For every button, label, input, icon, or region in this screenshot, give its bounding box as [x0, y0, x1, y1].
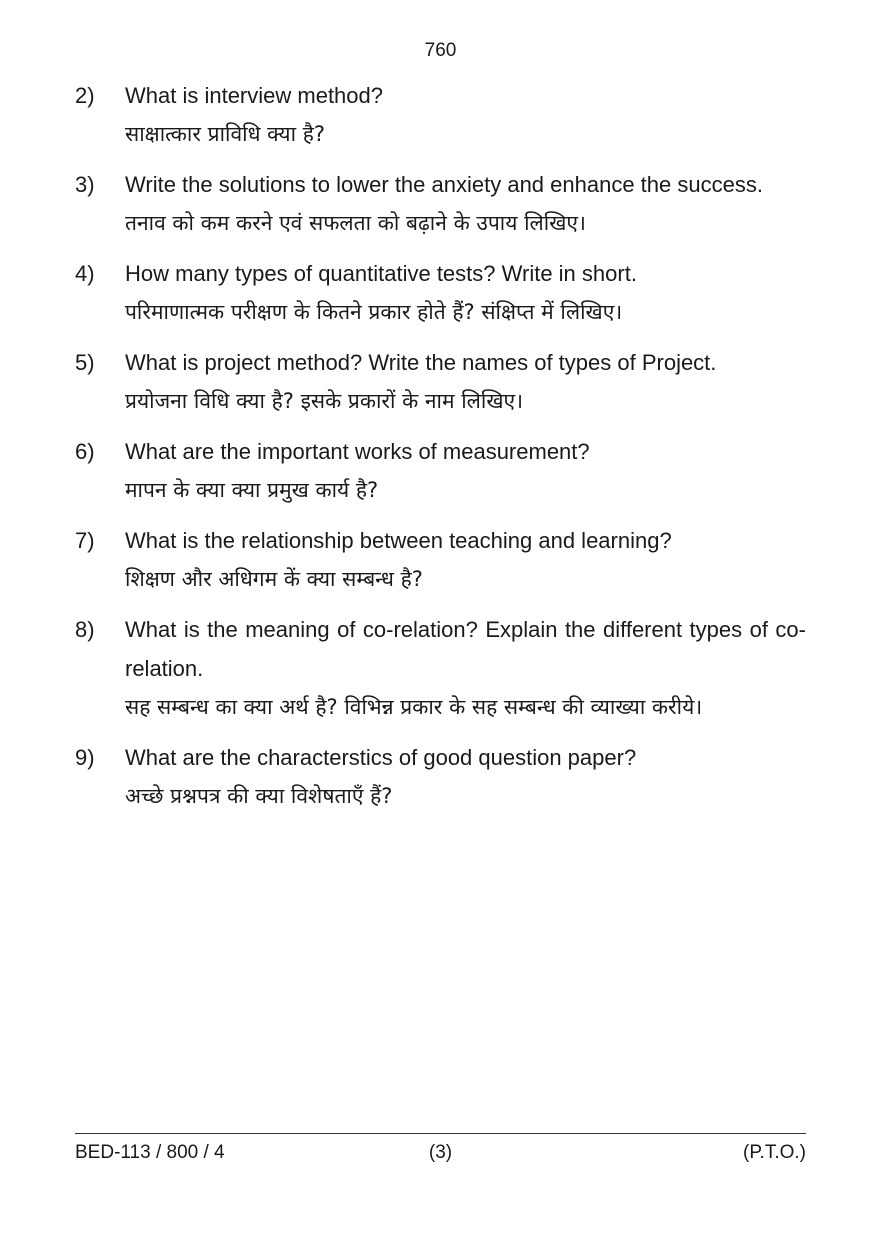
question-item: [75, 521, 806, 599]
question-english: What are the characterstics of good question paper?: [125, 745, 637, 770]
question-hindi: मापन के क्या क्या प्रमुख कार्य है?: [125, 478, 379, 502]
question-body: [125, 432, 806, 510]
question-number: 9): [75, 745, 95, 770]
question-hindi: अच्छे प्रश्नपत्र की क्या विशेषताएँ हैं?: [125, 784, 393, 808]
question-item: [75, 165, 806, 243]
question-item: [75, 254, 806, 332]
question-body: [125, 343, 806, 421]
question-hindi: शिक्षण और अधिगम कें क्या सम्बन्ध है?: [125, 567, 423, 591]
question-english: What is project method? Write the names of types of Project.: [125, 350, 717, 375]
question-item: [75, 738, 806, 816]
question-number: 2): [75, 83, 95, 108]
question-body: [125, 165, 806, 243]
question-number: 8): [75, 617, 95, 642]
question-body: [125, 610, 806, 727]
question-number: 3): [75, 172, 95, 197]
question-hindi: परिमाणात्मक परीक्षण के कितने प्रकार होते हैं? संक्षिप्त में लिखिए।: [125, 300, 623, 324]
question-english: What are the important works of measurement?: [125, 439, 590, 464]
footer-paper-code: BED-113 / 800 / 4: [75, 1142, 225, 1163]
question-number: 7): [75, 528, 95, 553]
question-english: Write the solutions to lower the anxiety and enhance the success.: [125, 172, 763, 197]
question-item: [75, 610, 806, 727]
question-body: [125, 254, 806, 332]
question-english: What is the relationship between teaching and learning?: [125, 528, 672, 553]
page-footer: [75, 1142, 806, 1170]
question-body: [125, 521, 806, 599]
question-english: How many types of quantitative tests? Write in short.: [125, 261, 637, 286]
question-hindi: सह सम्बन्ध का क्या अर्थ है? विभिन्न प्रकार के सह सम्बन्ध की व्याख्या करीये।: [125, 695, 703, 719]
question-number: 4): [75, 261, 95, 286]
question-hindi: प्रयोजना विधि क्या है? इसके प्रकारों के नाम लिखिए।: [125, 389, 524, 413]
question-item: [75, 432, 806, 510]
question-hindi: साक्षात्कार प्राविधि क्या है?: [125, 122, 325, 146]
footer-pto: (P.T.O.): [743, 1142, 806, 1163]
question-number: 6): [75, 439, 95, 464]
question-item: [75, 343, 806, 421]
question-english: What is interview method?: [125, 83, 383, 108]
question-number: 5): [75, 350, 95, 375]
question-item: [75, 76, 806, 154]
footer-divider: [75, 1133, 806, 1134]
question-hindi: तनाव को कम करने एवं सफलता को बढ़ाने के उपाय लिखिए।: [125, 211, 586, 235]
footer-page-number: (3): [428, 1142, 453, 1163]
page-number: 760: [424, 40, 457, 61]
question-body: [125, 738, 806, 816]
question-body: [125, 76, 806, 154]
question-list: [75, 76, 806, 827]
question-english: What is the meaning of co-relation? Explain the different types of co-relation.: [125, 617, 806, 681]
